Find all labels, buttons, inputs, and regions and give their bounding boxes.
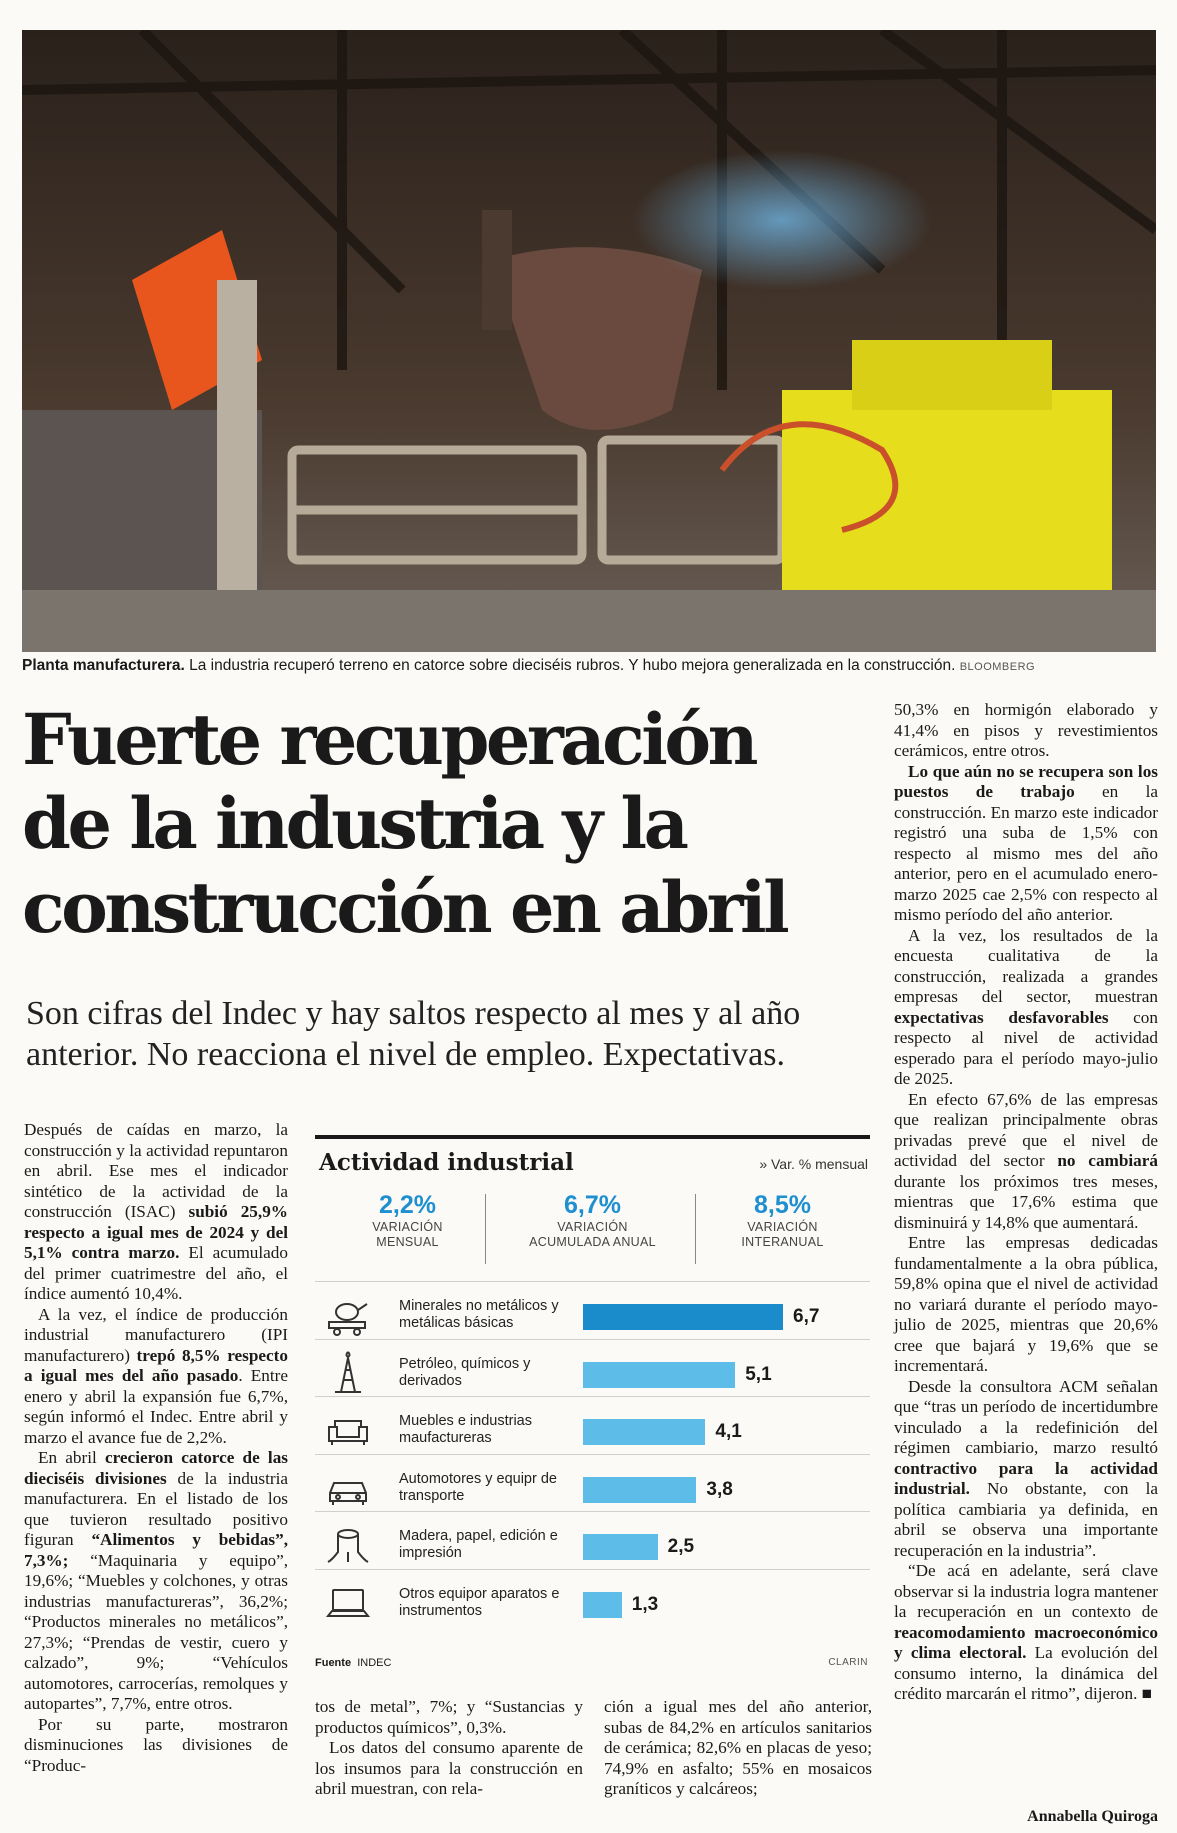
text-run: Desde la consultora ACM señalan que “tras un período de incertidumbre vinculado a la redefinición del régimen cambiario, marzo resultó (894, 1376, 1158, 1457)
kpi-monthly (315, 1191, 500, 1250)
article-paragraph (894, 762, 1158, 926)
value-label: 4,1 (715, 1421, 742, 1442)
text-run: tos de metal”, 7%; y “Sustancias y productos químicos”, 0,3%. (315, 1697, 583, 1737)
value-label: 3,8 (706, 1478, 733, 1500)
bar (583, 1592, 622, 1618)
article-column-2 (315, 1697, 583, 1800)
category-label: Otros equipor aparatos e instrumentos (399, 1585, 560, 1619)
text-run: durante los próximos tres meses, mientras que 17,6% estima que disminuirá y 14,8% que aumentará. (894, 1171, 1158, 1232)
caption-lead: Planta manufacturera. (22, 657, 185, 674)
kpi-label: VARIACIÓN (372, 1220, 443, 1234)
article-column-3 (604, 1697, 872, 1800)
chart-source (315, 1657, 391, 1669)
industrial-activity-chart (315, 1135, 870, 1674)
value-label: 5,1 (745, 1363, 772, 1385)
bold-run: contractivo para la actividad industrial. (894, 1458, 1158, 1498)
article-paragraph (604, 1697, 872, 1800)
bold-run: Lo que aún no se recupera son los puestos de trabajo (894, 761, 1158, 801)
photo-credit: BLOOMBERG (959, 661, 1036, 673)
kpi-annual-cumulative (500, 1191, 685, 1250)
text-run: con respecto al nivel de actividad esperado para el período mayo-julio de 2025. (894, 1007, 1158, 1088)
source-name: INDEC (357, 1657, 392, 1669)
text-run: ción a igual mes del año anterior, subas de 84,2% en artículos sanitarios de cerámica; 82,6% en placas de yeso; 74,9% en asfalto; 55% en mosaicos graníticos y calcáreos; (604, 1697, 872, 1798)
oil-derrick-icon (323, 1348, 373, 1398)
headline-line: construcción en abril (22, 866, 787, 949)
kpi-label: ACUMULADA ANUAL (529, 1235, 656, 1249)
bold-run: expectativas desfavorables (894, 1007, 1109, 1027)
text-run: “De acá en adelante, será clave observar si la industria logra mantener la recuperación en un contexto de (894, 1561, 1158, 1621)
text-run: 50,3% en hormigón elaborado y 41,4% en pisos y revestimientos cerámicos, entre otros. (894, 700, 1158, 760)
kpi-value: 2,2% (379, 1191, 436, 1219)
article-paragraph (894, 1561, 1158, 1705)
value-label: 1,3 (631, 1593, 659, 1615)
text-run: El acumulado del primer cuatrimestre del año, el índice aumentó 10,4%. (24, 1243, 288, 1303)
bold-run: reacomodamiento macroeconómico y clima electoral. (894, 1622, 1158, 1662)
article-paragraph (24, 1448, 288, 1715)
article-photo (22, 30, 1156, 652)
text-run: de la industria manufacturera. En el listado de los que tuvieron resultado positivo figuran (24, 1468, 288, 1549)
category-label: Muebles e industrias maufactureras (399, 1413, 532, 1446)
article-paragraph (894, 926, 1158, 1090)
text-run: La evolución del consumo interno, la dinámica del crédito marcarán el ritmo”, dijeron. ■ (894, 1643, 1158, 1703)
category-label: Madera, papel, edición e impresión (399, 1528, 558, 1561)
kpi-interannual (690, 1191, 875, 1250)
text-run: Entre las empresas dedicadas fundamentalmente a la obra pública, 59,8% opina que el nivel de actividad no variará durante el período mayo-julio de 2025, mientras que 20,6% cree que bajará y 19,6% que se incrementará. (894, 1233, 1158, 1375)
bold-run: “Alimentos y bebidas”, 7,3%; (24, 1530, 288, 1570)
kpi-divider (485, 1194, 486, 1264)
article-paragraph (894, 1377, 1158, 1562)
article-paragraph (24, 1120, 288, 1305)
photo-caption (22, 656, 1156, 677)
category-label: Petróleo, químicos y derivados (399, 1355, 531, 1389)
cement-mixer-icon (323, 1290, 373, 1340)
deck-subtitle: Son cifras del Indec y hay saltos respecto al mes y al año anterior. No reacciona el nivel de empleo. Expectativas. (26, 995, 801, 1073)
steel-plant-photo (22, 30, 1156, 652)
sofa-icon (323, 1405, 373, 1455)
bold-run: crecieron catorce de las dieciséis divisiones (24, 1448, 288, 1488)
article-column-1 (24, 1120, 288, 1776)
headline-line: de la industria y la (22, 782, 686, 865)
bar (583, 1477, 696, 1503)
bar (583, 1419, 705, 1445)
headline (22, 698, 882, 950)
article-paragraph (894, 700, 1158, 762)
text-run: en la construcción. En marzo este indicador registró una suba de 1,5% con respecto al mismo mes del año anterior, pero en el acumulado enero-marzo 2025 cae 2,5% con respecto al mismo período del año anterior. (894, 782, 1158, 924)
article-paragraph (315, 1738, 583, 1800)
caption-text: La industria recuperó terreno en catorce sobre dieciséis rubros. Y hubo mejora generalizada en la construcción. (184, 657, 960, 674)
text-run: En abril (38, 1448, 105, 1467)
bold-run: subió 25,9% respecto a igual mes de 2024 y del 5,1% contra marzo. (24, 1202, 288, 1262)
laptop-icon (323, 1578, 373, 1628)
kpi-label: VARIACIÓN (557, 1220, 628, 1234)
headline-line: Fuerte recuperación (22, 698, 755, 781)
text-run: . Entre enero y abril la expansión fue 6,7%, según informó el Indec. Entre abril y marzo el avance fue de 2,2%. (24, 1366, 288, 1447)
source-label: Fuente (315, 1657, 352, 1669)
kpi-label: MENSUAL (376, 1235, 439, 1249)
kpi-label: INTERANUAL (741, 1235, 824, 1249)
bar (583, 1362, 735, 1388)
text-run: Por su parte, mostraron disminuciones las divisiones de “Produc- (24, 1714, 288, 1775)
bar (583, 1534, 658, 1560)
value-label: 6,7 (793, 1306, 820, 1327)
value-label: 2,5 (667, 1536, 695, 1557)
chart-row (315, 1569, 870, 1636)
car-icon (323, 1463, 373, 1513)
bold-run: no cambiará (1057, 1151, 1158, 1170)
text-run: Después de caídas en marzo, la construcción y la actividad repuntaron en abril. Ese mes el indicador sintético de la actividad de la construcción (ISAC) (24, 1120, 288, 1221)
text-run: A la vez, el índice de producción industrial manufacturero (IPI manufacturero) (24, 1304, 288, 1365)
chart-brand: CLARIN (828, 1657, 868, 1668)
category-label: Minerales no metálicos y metálicas básicas (399, 1298, 559, 1331)
category-label: Automotores y equipr de transporte (399, 1470, 557, 1504)
tree-stump-icon (323, 1520, 373, 1570)
text-run: A la vez, los resultados de la encuesta cualitativa de la construcción, realizada a grandes empresas del sector, muestran (894, 925, 1158, 1006)
kpi-value: 8,5% (754, 1191, 811, 1219)
article-paragraph (24, 1715, 288, 1777)
text-run: Los datos del consumo aparente de los insumos para la construcción en abril muestran, con rela- (315, 1738, 583, 1798)
chart-title: Actividad industrial (319, 1149, 574, 1176)
kpi-value: 6,7% (564, 1191, 621, 1219)
text-run: No obstante, con la política cambiaria ya definida, en abril se observa una importante recuperación en la industria”. (894, 1479, 1158, 1560)
article-paragraph (24, 1305, 288, 1449)
text-run: “Maquinaria y equipo”, 19,6%; “Muebles y colchones, y otras industrias manufactureras”, 36,2%; “Productos minerales no metálicos”, 27,3%; “Prendas de vestir, cuero y calzado”, 9%; “Vehículos automotores, carrocerías, remolques y autopartes”, 7,7%, entre otros. (24, 1550, 288, 1713)
chart-unit-note: » Var. % mensual (759, 1156, 868, 1172)
article-column-4 (894, 700, 1158, 1705)
article-paragraph (894, 1233, 1158, 1377)
article-paragraph (894, 1090, 1158, 1234)
bold-run: trepó 8,5% respecto a igual mes del año pasado (24, 1345, 288, 1385)
text-run: En efecto 67,6% de las empresas que realizan principalmente obras privadas prevé que el nivel de actividad del sector (894, 1089, 1158, 1170)
bar (583, 1304, 783, 1330)
byline: Annabella Quiroga (1027, 1808, 1158, 1825)
article-paragraph (315, 1697, 583, 1738)
kpi-label: VARIACIÓN (747, 1220, 818, 1234)
